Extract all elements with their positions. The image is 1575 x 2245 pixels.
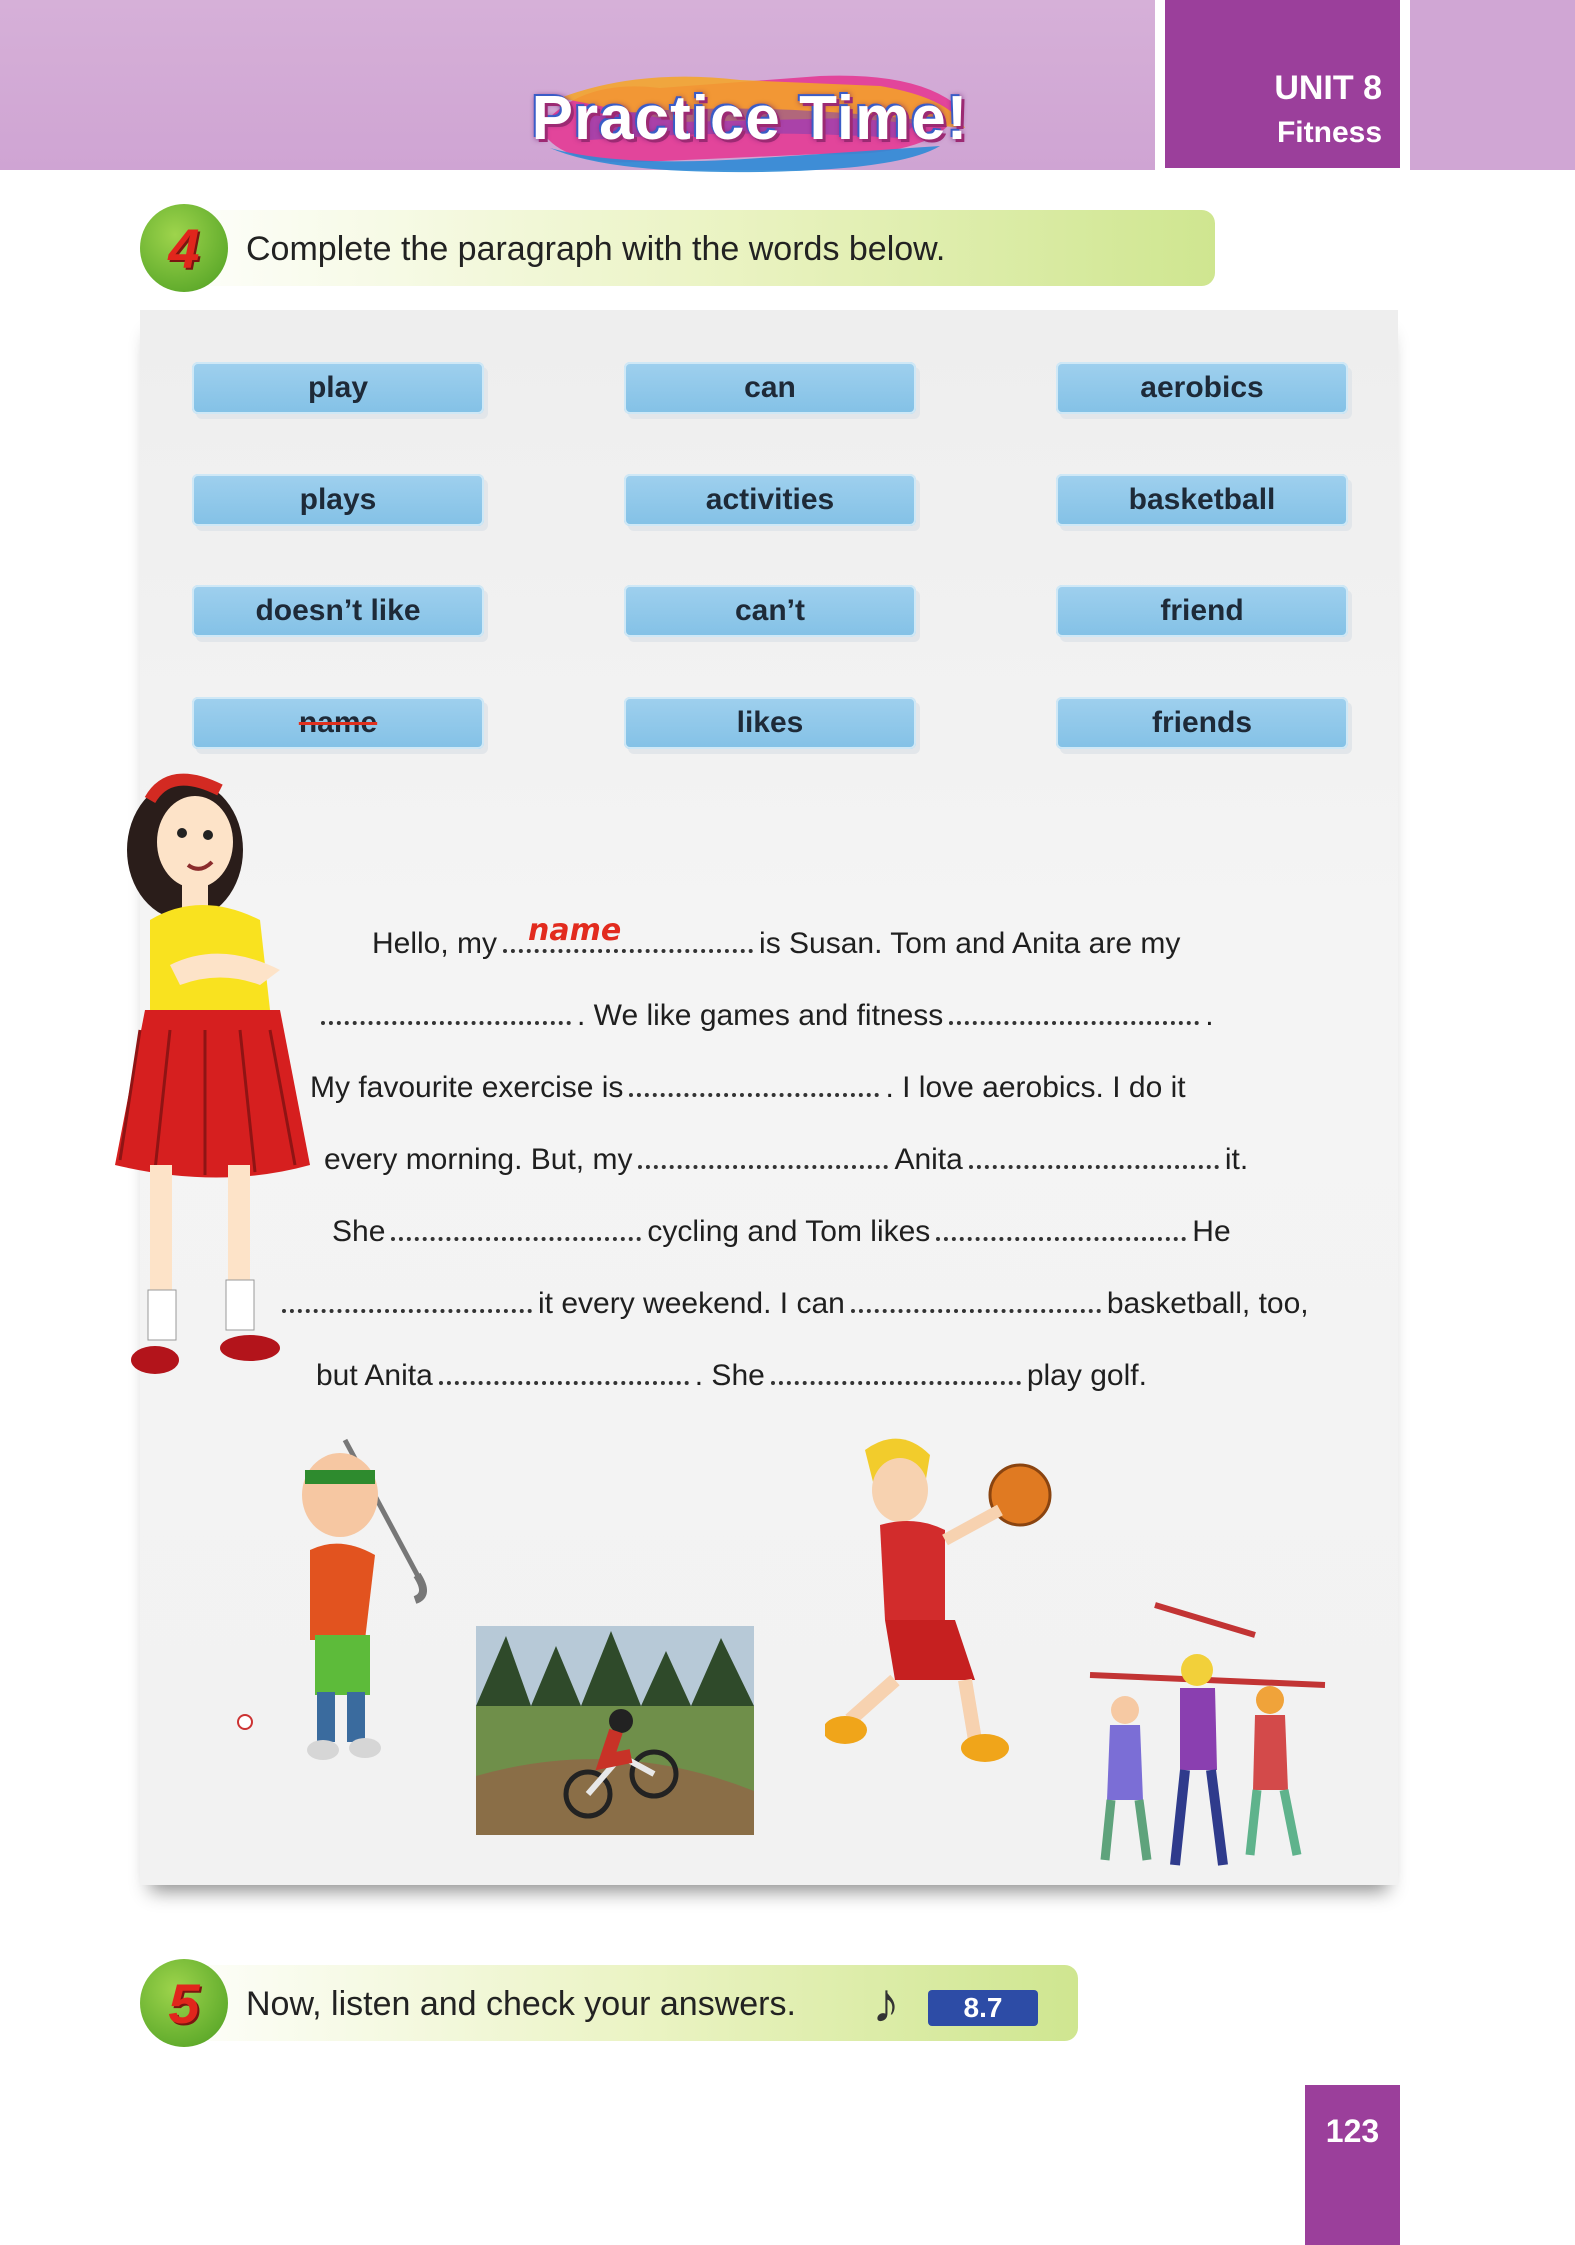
blank[interactable]	[771, 1361, 1021, 1385]
paragraph-line-2: . We like games and fitness .	[315, 999, 1214, 1033]
word-chip: basketball	[1056, 474, 1348, 526]
word-chip: doesn’t like	[192, 585, 484, 637]
word-chip: play	[192, 362, 484, 414]
word-chip-used: name	[192, 697, 484, 749]
exercise-4-banner	[140, 210, 1215, 286]
blank[interactable]	[629, 1073, 879, 1097]
blank[interactable]	[638, 1145, 888, 1169]
unit-subtitle: Fitness	[1276, 116, 1382, 149]
word-chip: plays	[192, 474, 484, 526]
blank[interactable]	[439, 1361, 689, 1385]
paragraph-line-5: She cycling and Tom likes He	[332, 1215, 1231, 1248]
word-chip: likes	[624, 697, 916, 749]
golfer-illustration	[225, 1430, 445, 1780]
paragraph-line-1: Hello, my is Susan. Tom and Anita are my	[372, 927, 1181, 960]
header-gap	[1155, 0, 1165, 170]
blank[interactable]	[282, 1289, 532, 1313]
example-answer: name	[528, 913, 622, 948]
audio-track-badge[interactable]: 8.7	[928, 1990, 1038, 2026]
exercise-instruction: Complete the paragraph with the words below.	[246, 230, 946, 268]
aerobics-group-illustration	[1085, 1600, 1335, 1870]
paragraph-line-4: every morning. But, my Anita it.	[324, 1143, 1249, 1176]
word-chip: activities	[624, 474, 916, 526]
word-chip: friends	[1056, 697, 1348, 749]
exercise-number-badge	[140, 1959, 228, 2047]
paragraph-line-3: My favourite exercise is . I love aerobics. I do it	[310, 1071, 1186, 1104]
word-chip: aerobics	[1056, 362, 1348, 414]
logo-text: Practice Time!	[531, 83, 969, 153]
blank[interactable]	[949, 1001, 1199, 1025]
word-chip: friend	[1056, 585, 1348, 637]
practice-time-logo	[520, 58, 980, 178]
blank[interactable]	[969, 1145, 1219, 1169]
unit-title: UNIT 8	[1274, 69, 1382, 107]
paragraph-line-6: it every weekend. I can basketball, too,	[276, 1287, 1309, 1321]
page-number: 123	[1305, 2085, 1400, 2245]
word-chip: can’t	[624, 585, 916, 637]
exercise-number: 4	[168, 216, 200, 280]
blank[interactable]	[936, 1217, 1186, 1241]
cycling-photo	[476, 1626, 754, 1835]
basketball-player-illustration	[825, 1430, 1055, 1775]
unit-box	[1165, 0, 1400, 168]
blank[interactable]	[321, 1001, 571, 1025]
exercise-number-badge	[140, 204, 228, 292]
exercise-instruction: Now, listen and check your answers.	[246, 1985, 796, 2023]
paragraph-line-7: but Anita . She play golf.	[316, 1359, 1147, 1392]
music-note-icon: ♪	[872, 1971, 900, 2034]
word-chip: can	[624, 362, 916, 414]
header-band-right	[1410, 0, 1575, 170]
blank[interactable]	[851, 1289, 1101, 1313]
exercise-number: 5	[168, 1971, 200, 2035]
blank[interactable]	[391, 1217, 641, 1241]
